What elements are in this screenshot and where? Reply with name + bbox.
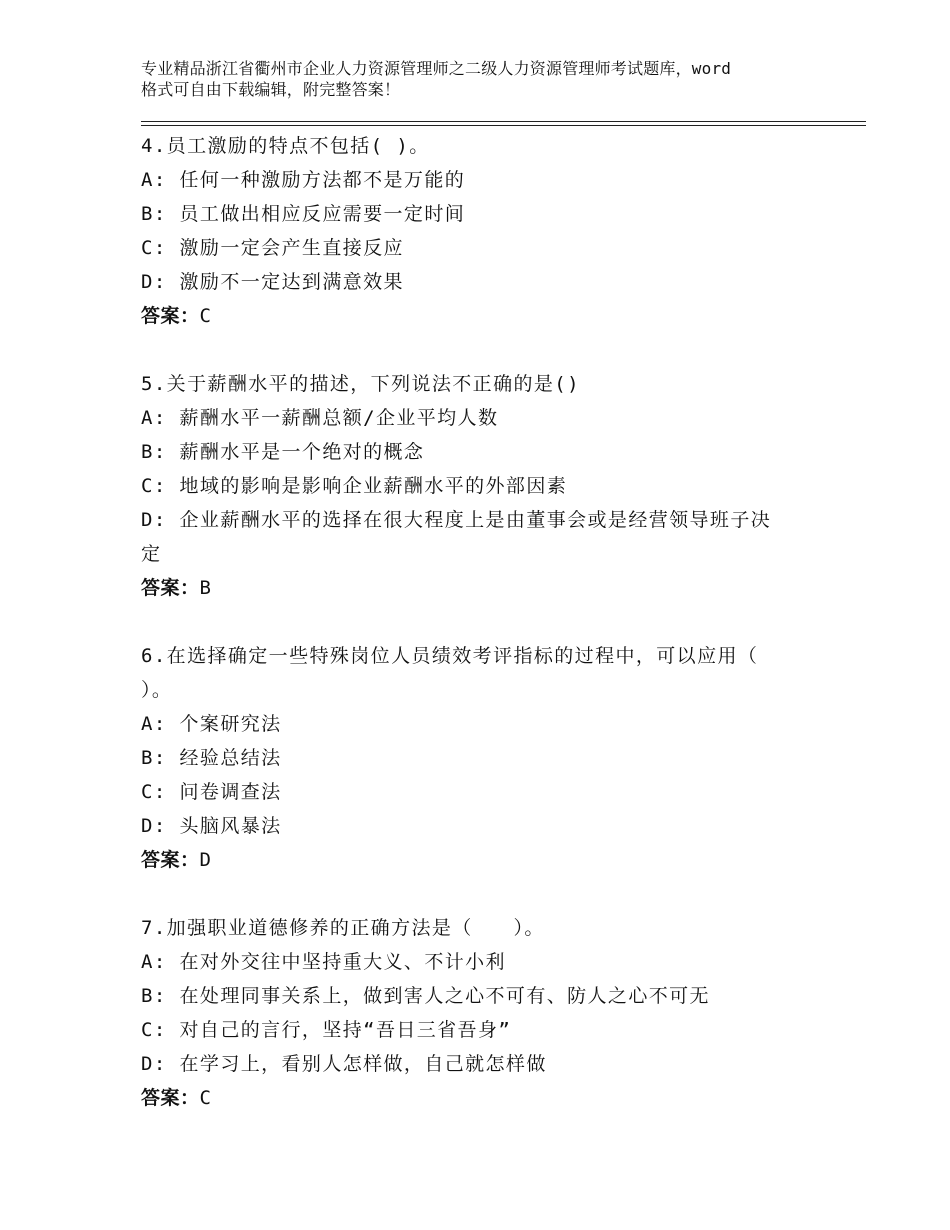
answer-line (141, 843, 821, 877)
answer-label: 答案： (141, 849, 200, 871)
answer-label: 答案： (141, 577, 200, 599)
header-line-2: 格式可自由下载编辑，附完整答案！ (141, 80, 401, 99)
option-d: D: 头脑风暴法 (141, 815, 282, 837)
option-c: C: 激励一定会产生直接反应 (141, 237, 404, 259)
header-rule-bottom (141, 125, 866, 126)
question-6 (141, 639, 821, 877)
header-line-1: 专业精品浙江省衢州市企业人力资源管理师之二级人力资源管理师考试题库，word (141, 59, 732, 78)
option-b: B: 薪酬水平是一个绝对的概念 (141, 441, 425, 463)
answer-value: D (199, 849, 212, 871)
question-stem: 7.加强职业道德修养的正确方法是（ ）。 (141, 917, 545, 939)
answer-value: C (199, 305, 212, 327)
answer-line (141, 571, 821, 605)
option-b: B: 在处理同事关系上，做到害人之心不可有、防人之心不可无 (141, 985, 710, 1007)
option-b: B: 经验总结法 (141, 747, 282, 769)
answer-value: C (199, 1087, 212, 1109)
answer-line (141, 299, 821, 333)
question-stem: 5.关于薪酬水平的描述，下列说法不正确的是() (141, 373, 580, 395)
answer-line (141, 1081, 821, 1115)
option-a: A: 个案研究法 (141, 713, 282, 735)
option-d: D: 激励不一定达到满意效果 (141, 271, 404, 293)
option-d: D: 企业薪酬水平的选择在很大程度上是由董事会或是经营领导班子决 (141, 509, 772, 531)
question-stem: 6.在选择确定一些特殊岗位人员绩效考评指标的过程中，可以应用（ (141, 645, 759, 667)
answer-label: 答案： (141, 305, 200, 327)
option-c: C: 对自己的言行，坚持“吾日三省吾身” (141, 1019, 512, 1041)
option-a: A: 在对外交往中坚持重大义、不计小利 (141, 951, 506, 973)
answer-label: 答案： (141, 1087, 200, 1109)
question-5 (141, 367, 821, 605)
question-7 (141, 911, 821, 1115)
question-stem-continued: ）。 (141, 679, 173, 701)
question-list (141, 129, 821, 1149)
option-b: B: 员工做出相应反应需要一定时间 (141, 203, 466, 225)
option-d: D: 在学习上，看别人怎样做，自己就怎样做 (141, 1053, 547, 1075)
option-d-continued: 定 (141, 543, 162, 565)
option-c: C: 地域的影响是影响企业薪酬水平的外部因素 (141, 475, 568, 497)
question-stem: 4.员工激励的特点不包括( )。 (141, 135, 430, 157)
option-c: C: 问卷调查法 (141, 781, 282, 803)
answer-value: B (199, 577, 212, 599)
option-a: A: 任何一种激励方法都不是万能的 (141, 169, 466, 191)
header-rule-top (141, 121, 866, 122)
document-header (141, 58, 831, 100)
question-4 (141, 129, 821, 333)
option-a: A: 薪酬水平一薪酬总额/企业平均人数 (141, 407, 499, 429)
